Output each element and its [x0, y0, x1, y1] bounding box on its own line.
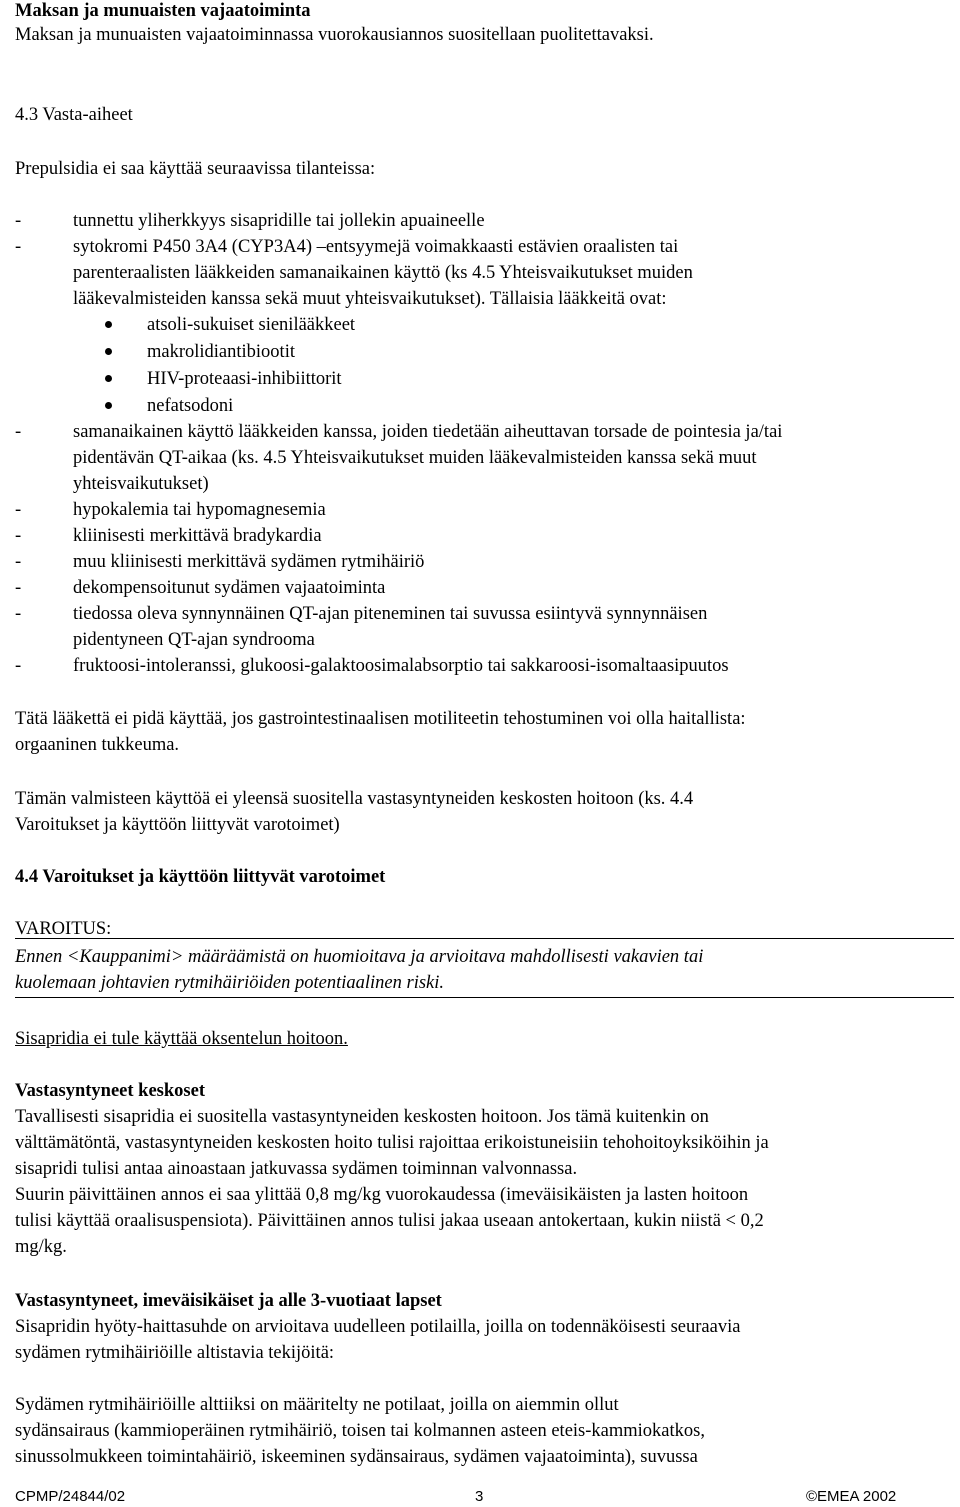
paragraph: orgaaninen tukkeuma.: [15, 735, 180, 755]
list-item: dekompensoitunut sydämen vajaatoiminta: [73, 578, 386, 598]
list-dash: -: [15, 526, 22, 546]
paragraph: Tavallisesti sisapridia ei suositella vastasyntyneiden keskosten hoitoon. Jos tämä kuitenkin on: [15, 1107, 709, 1127]
list-dash: -: [15, 211, 22, 231]
list-dash: -: [15, 500, 22, 520]
vomiting-notice: Sisapridia ei tule käyttää oksentelun hoitoon.: [15, 1029, 348, 1049]
infants-heading: Vastasyntyneet, imeväisikäiset ja alle 3-vuotiaat lapset: [15, 1291, 442, 1311]
paragraph: Varoitukset ja käyttöön liittyvät varotoimet): [15, 815, 340, 835]
list-dash: -: [15, 656, 22, 676]
hepatic-heading: Maksan ja munuaisten vajaatoiminta: [15, 1, 311, 21]
contraindications-intro: Prepulsidia ei saa käyttää seuraavissa tilanteissa:: [15, 159, 376, 179]
hepatic-text: Maksan ja munuaisten vajaatoiminnassa vuorokausiannos suositellaan puolitettavaksi.: [15, 25, 654, 45]
bullet-icon: [105, 402, 112, 409]
paragraph: sydämen rytmihäiriöille altistavia tekijöitä:: [15, 1343, 335, 1363]
paragraph: Sydämen rytmihäiriöille alttiiksi on määritelty ne potilaat, joilla on aiemmin ollut: [15, 1395, 619, 1415]
footer-copyright: ©EMEA 2002: [806, 1488, 897, 1505]
footer-page-number: 3: [475, 1488, 484, 1505]
list-item-continued: pidentyneen QT-ajan syndrooma: [73, 630, 315, 650]
list-dash: -: [15, 422, 22, 442]
list-item: samanaikainen käyttö lääkkeiden kanssa, joiden tiedetään aiheuttavan torsade de pointesia ja/tai: [73, 422, 783, 442]
list-item-continued: pidentävän QT-aikaa (ks. 4.5 Yhteisvaikutukset muiden lääkevalmisteiden kanssa sekä muut: [73, 448, 757, 468]
paragraph: sinussolmukkeen toimintahäiriö, iskeeminen sydänsairaus, sydämen vajaatoiminta), suvussa: [15, 1447, 698, 1467]
neonates-heading: Vastasyntyneet keskoset: [15, 1081, 205, 1101]
paragraph: Suurin päivittäinen annos ei saa ylittää 0,8 mg/kg vuorokaudessa (imeväisikäisten ja lasten hoitoon: [15, 1185, 749, 1205]
warning-text: Ennen <Kauppanimi> määräämistä on huomioitava ja arvioitava mahdollisesti vakavien tai: [15, 947, 704, 967]
list-item: muu kliinisesti merkittävä sydämen rytmihäiriö: [73, 552, 425, 572]
bullet-item: HIV-proteaasi-inhibiittorit: [147, 369, 342, 389]
contraindications-heading: 4.3 Vasta-aiheet: [15, 105, 133, 125]
list-dash: -: [15, 237, 22, 257]
paragraph: Tätä lääkettä ei pidä käyttää, jos gastrointestinaalisen motiliteetin tehostuminen voi olla haitallista:: [15, 709, 746, 729]
footer-doc-ref: CPMP/24844/02: [15, 1488, 126, 1505]
list-item: tiedossa oleva synnynnäinen QT-ajan piteneminen tai suvussa esiintyvä synnynnäisen: [73, 604, 708, 624]
list-item-continued: parenteraalisten lääkkeiden samanaikainen käyttö (ks 4.5 Yhteisvaikutukset muiden: [73, 263, 693, 283]
list-dash: -: [15, 578, 22, 598]
paragraph: tulisi käyttää oraalisuspensiota). Päivittäinen annos tulisi jakaa useaan antokertaan, kukin niistä < 0,2: [15, 1211, 764, 1231]
paragraph: välttämätöntä, vastasyntyneiden keskosten hoito tulisi rajoittaa erikoistuneisiin tehohoitoyksiköihin ja: [15, 1133, 769, 1153]
warning-text: kuolemaan johtavien rytmihäiriöiden potentiaalinen riski.: [15, 973, 445, 993]
paragraph: Sisapridin hyöty-haittasuhde on arvioitava uudelleen potilailla, joilla on todennäköisesti seuraavia: [15, 1317, 741, 1337]
bullet-item: nefatsodoni: [147, 396, 234, 416]
paragraph: sydänsairaus (kammioperäinen rytmihäiriö, toisen tai kolmannen asteen eteis-kammiokatkos,: [15, 1421, 705, 1441]
list-item-continued: yhteisvaikutukset): [73, 474, 209, 494]
paragraph: sisapridi tulisi antaa ainoastaan jatkuvassa sydämen toiminnan valvonnassa.: [15, 1159, 578, 1179]
bullet-icon: [105, 321, 112, 328]
warnings-heading: 4.4 Varoitukset ja käyttöön liittyvät varotoimet: [15, 867, 386, 887]
bullet-item: makrolidiantibiootit: [147, 342, 295, 362]
list-item: sytokromi P450 3A4 (CYP3A4) –entsyymejä voimakkaasti estävien oraalisten tai: [73, 237, 679, 257]
bullet-icon: [105, 348, 112, 355]
list-dash: -: [15, 552, 22, 572]
bullet-icon: [105, 375, 112, 382]
list-item: hypokalemia tai hypomagnesemia: [73, 500, 326, 520]
list-dash: -: [15, 604, 22, 624]
list-item: fruktoosi-intoleranssi, glukoosi-galaktoosimalabsorptio tai sakkaroosi-isomaltaasipuutos: [73, 656, 729, 676]
list-item: tunnettu yliherkkyys sisapridille tai jollekin apuaineelle: [73, 211, 485, 231]
list-item: kliinisesti merkittävä bradykardia: [73, 526, 322, 546]
list-item-continued: lääkevalmisteiden kanssa sekä muut yhteisvaikutukset). Tällaisia lääkkeitä ovat:: [73, 289, 667, 309]
paragraph: mg/kg.: [15, 1237, 67, 1257]
paragraph: Tämän valmisteen käyttöä ei yleensä suositella vastasyntyneiden keskosten hoitoon (ks. 4.4: [15, 789, 694, 809]
warning-label: VAROITUS:: [15, 919, 112, 939]
bullet-item: atsoli-sukuiset sienilääkkeet: [147, 315, 356, 335]
